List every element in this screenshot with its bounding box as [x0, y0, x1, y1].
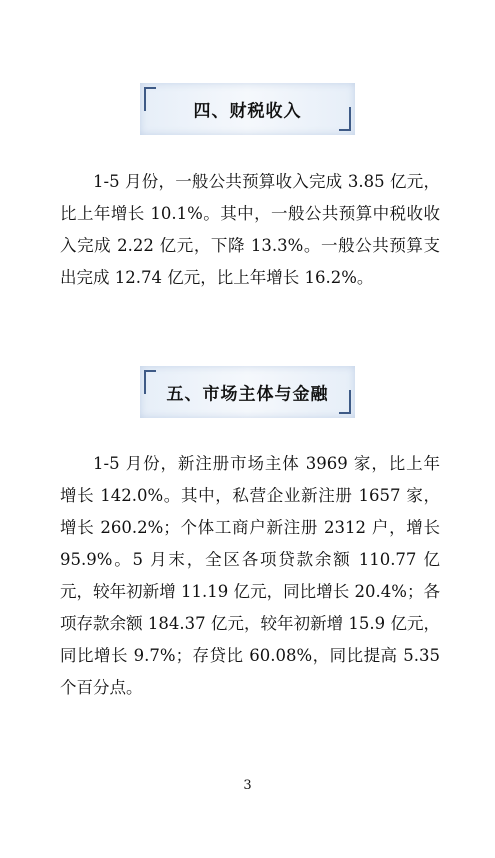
section-4-paragraph: 1-5 月份，一般公共预算收入完成 3.85 亿元，比上年增长 10.1%。其中，一般公共预算中税收收入完成 2.22 亿元，下降 13.3%。一般公共预算支出完成 12.74 亿元，比上年增长 16.2%。 [60, 172, 440, 287]
page-number: 3 [243, 778, 252, 793]
section-5-paragraph: 1-5 月份，新注册市场主体 3969 家，比上年增长 142.0%。其中，私营企业新注册 1657 家，增长 260.2%；个体工商户新注册 2312 户，增长 95.9%。5 月末，全区各项贷款余额 110.77 亿元，较年初新增 11.19 亿元，同比增长 20.4%；各项存款余额 184.37 亿元，较年初新增 15.9 亿元，同比增长 9.7%；存贷比 60.08%，同比提高 5.35 个百分点。 [60, 454, 440, 697]
section-5-heading-box [140, 366, 355, 418]
section-4-heading-box [140, 83, 355, 135]
section-4-heading: 四、财税收入 [193, 101, 302, 122]
section-5-heading: 五、市场主体与金融 [166, 384, 329, 405]
